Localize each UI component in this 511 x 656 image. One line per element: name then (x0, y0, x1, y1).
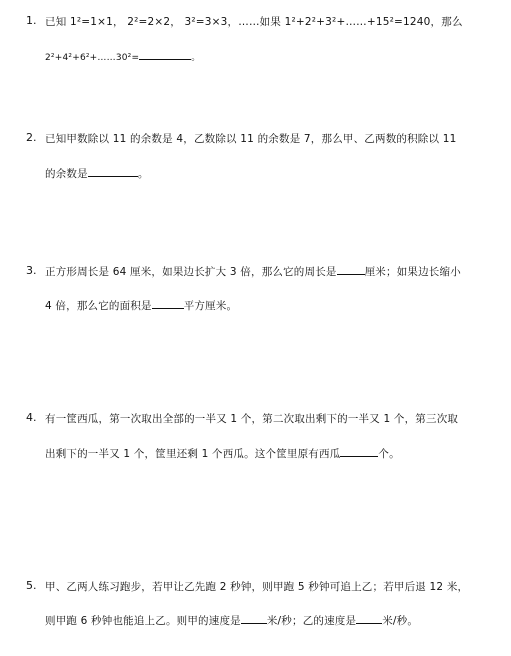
question-text: 2²+4²+6²+……30²= (45, 53, 140, 63)
question-text-line2 (45, 166, 473, 181)
question-text: 平方厘米。 (183, 300, 238, 312)
question-text: 出剩下的一半又 1 个，筐里还剩 1 个西瓜。这个筐里原有西瓜 (45, 448, 341, 460)
question-text: 个。 (378, 448, 400, 460)
answer-blank[interactable] (337, 265, 365, 275)
question-text-line1: 已知甲数除以 11 的余数是 4，乙数除以 11 的余数是 7，那么甲、乙两数的积除以 11 (45, 133, 457, 145)
question-text: 的余数是 (45, 168, 88, 180)
question-number: 4. (26, 411, 37, 424)
answer-blank[interactable] (139, 50, 191, 60)
answer-blank[interactable] (152, 299, 184, 309)
question-text: 正方形周长是 64 厘米，如果边长扩大 3 倍，那么它的周长是 (45, 266, 337, 278)
question-number: 5. (26, 579, 37, 592)
answer-blank[interactable] (356, 614, 382, 624)
question-number: 1. (26, 14, 37, 27)
question-text: 则甲跑 6 秒钟也能追上乙。则甲的速度是 (45, 615, 241, 627)
question-text: 米/秒。 (382, 615, 419, 627)
answer-blank[interactable] (340, 447, 378, 457)
question-text-line1 (45, 264, 473, 279)
question-text: 4 倍，那么它的面积是 (45, 300, 152, 312)
question-text: 厘米；如果边长缩小 (364, 266, 461, 278)
question-text: 。 (137, 168, 149, 180)
question-text-line1: 已知 1²=1×1， 2²=2×2， 3²=3×3，……如果 1²+2²+3²+……+15²=1240，那么 (45, 16, 463, 28)
question-text: 米/秒；乙的速度是 (266, 615, 357, 627)
question-text-line1: 甲、乙两人练习跑步，若甲让乙先跑 2 秒钟，则甲跑 5 秒钟可追上乙；若甲后退 12 米， (45, 581, 469, 593)
answer-blank[interactable] (88, 167, 138, 177)
question-text: 。 (191, 53, 201, 63)
question-text-line2 (45, 613, 473, 628)
question-text-line1: 有一筐西瓜，第一次取出全部的一半又 1 个，第二次取出剩下的一半又 1 个，第三次取 (45, 413, 459, 425)
answer-blank[interactable] (241, 614, 267, 624)
question-number: 3. (26, 264, 37, 277)
question-text-line2 (45, 446, 473, 461)
question-text-line2 (45, 298, 473, 313)
question-text-line2 (45, 50, 473, 63)
question-number: 2. (26, 131, 37, 144)
